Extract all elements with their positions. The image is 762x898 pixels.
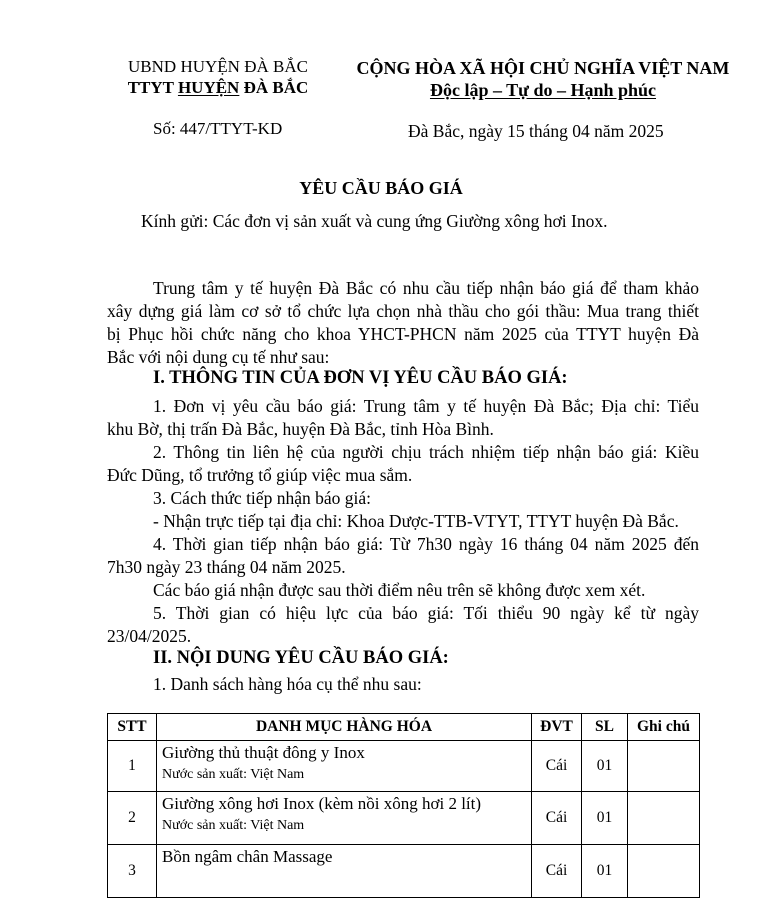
section-1-item-4-note: Các báo giá nhận được sau thời điểm nêu trên sẽ không được xem xét.: [153, 580, 646, 600]
row-note: [628, 741, 700, 792]
intro-line-3: bị Phục hồi chức năng cho khoa YHCT-PHCN năm 2025 của TTYT huyện Đà: [107, 324, 699, 344]
row-stt: 1: [108, 741, 157, 792]
document-number: Số: 447/TTYT-KD: [153, 119, 283, 138]
motto: [352, 80, 734, 100]
agency-unit-underlined: HUYỆN: [177, 78, 240, 97]
row-unit: Cái: [532, 845, 582, 898]
column-header-note: Ghi chú: [628, 714, 700, 741]
section-1-item-3: 3. Cách thức tiếp nhận báo giá:: [153, 488, 371, 508]
row-item: [157, 845, 532, 898]
agency-unit: [108, 78, 328, 98]
column-header-stt: STT: [108, 714, 157, 741]
column-header-item: DANH MỤC HÀNG HÓA: [157, 714, 532, 741]
item-name: Bồn ngâm chân Massage: [162, 847, 333, 866]
table-header-row: [108, 714, 700, 741]
item-name: Giường thủ thuật đông y Inox: [162, 743, 365, 762]
row-item: [157, 741, 532, 792]
item-origin: Nước sản xuất: Việt Nam: [162, 767, 305, 782]
recipient: Kính gửi: Các đơn vị sản xuất và cung ứng Giường xông hơi Inox.: [141, 211, 608, 231]
section-1-item-5-line-2: 23/04/2025.: [107, 626, 192, 646]
table-row: [108, 845, 700, 898]
table-row: [108, 792, 700, 845]
item-origin: Nước sản xuất: Việt Nam: [162, 818, 305, 833]
section-1-item-4-line-2: 7h30 ngày 23 tháng 04 năm 2025.: [107, 557, 346, 577]
row-unit: Cái: [532, 792, 582, 845]
row-stt: 3: [108, 845, 157, 898]
motto-text: Độc lập – Tự do – Hạnh phúc: [429, 80, 657, 100]
place-date: Đà Bắc, ngày 15 tháng 04 năm 2025: [408, 121, 664, 141]
intro-line-2: xây dựng giá làm cơ sở tổ chức lựa chọn nhà thầu cho gói thầu: Mua trang thiết: [107, 301, 699, 321]
column-header-unit: ĐVT: [532, 714, 582, 741]
document-title: YÊU CẦU BÁO GIÁ: [299, 178, 463, 198]
nation-title: CỘNG HÒA XÃ HỘI CHỦ NGHĨA VIỆT NAM: [356, 58, 730, 78]
intro-line-1: Trung tâm y tế huyện Đà Bắc có nhu cầu tiếp nhận báo giá để tham khảo: [153, 278, 699, 298]
row-qty: 01: [582, 741, 628, 792]
section-1-item-3-sub: - Nhận trực tiếp tại địa chỉ: Khoa Dược-TTB-VTYT, TTYT huyện Đà Bắc.: [153, 511, 679, 531]
intro-line-4: Bắc với nội dung cụ tế như sau:: [107, 347, 330, 367]
agency-unit-suffix: ĐÀ BẮC: [239, 78, 309, 97]
row-unit: Cái: [532, 741, 582, 792]
agency-unit-prefix: TTYT: [127, 78, 178, 97]
row-qty: 01: [582, 792, 628, 845]
section-1-item-1-line-1: 1. Đơn vị yêu cầu báo giá: Trung tâm y tế huyện Đà Bắc; Địa chỉ: Tiểu: [153, 396, 699, 416]
row-note: [628, 792, 700, 845]
goods-table: [107, 713, 700, 898]
column-header-qty: SL: [582, 714, 628, 741]
row-item: [157, 792, 532, 845]
section-1-item-2-line-1: 2. Thông tin liên hệ của người chịu trách nhiệm tiếp nhận báo giá: Kiều: [153, 442, 699, 462]
section-1-item-5-line-1: 5. Thời gian có hiệu lực của báo giá: Tối thiểu 90 ngày kể từ ngày: [153, 603, 699, 623]
section-1-heading: I. THÔNG TIN CỦA ĐƠN VỊ YÊU CẦU BÁO GIÁ:: [153, 368, 568, 388]
section-1-item-4-line-1: 4. Thời gian tiếp nhận báo giá: Từ 7h30 ngày 16 tháng 04 năm 2025 đến: [153, 534, 699, 554]
section-1-item-2-line-2: Đức Dũng, tổ trưởng tổ giúp việc mua sắm.: [107, 465, 413, 485]
row-qty: 01: [582, 845, 628, 898]
row-note: [628, 845, 700, 898]
row-stt: 2: [108, 792, 157, 845]
item-name: Giường xông hơi Inox (kèm nồi xông hơi 2 lít): [162, 794, 482, 813]
section-2-heading: II. NỘI DUNG YÊU CẦU BÁO GIÁ:: [153, 648, 449, 668]
agency-name: UBND HUYỆN ĐÀ BẮC: [128, 57, 308, 76]
section-2-item-1: 1. Danh sách hàng hóa cụ thể nhu sau:: [153, 674, 422, 694]
section-1-item-1-line-2: khu Bờ, thị trấn Đà Bắc, huyện Đà Bắc, tỉnh Hòa Bình.: [107, 419, 494, 439]
table-row: [108, 741, 700, 792]
